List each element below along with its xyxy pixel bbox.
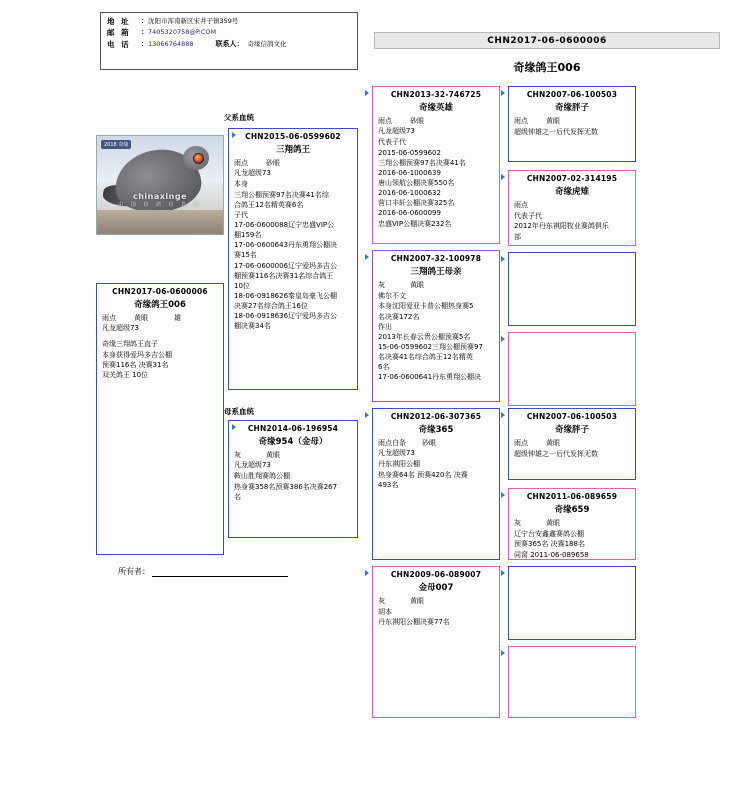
card-body-line: 子代 (234, 210, 248, 219)
card-body-line: 双关鸽王 10位 (102, 370, 149, 379)
card-ring: CHN2014-06-196954 (247, 424, 339, 433)
connector-arrow (365, 90, 369, 96)
card-body (378, 607, 494, 627)
contact-info-box (100, 12, 358, 70)
card-body-line: 2016-06-1000639 (378, 168, 441, 177)
card-body-line: 奇缘三翔鸽王直子 (102, 340, 158, 349)
contact-row (107, 40, 351, 49)
contact-label: 邮 箱 (107, 28, 131, 38)
card-eye: 黄眼 (410, 281, 424, 290)
card-body-line: 决赛27名综合鸽王16位 (234, 302, 308, 311)
card-nick: 奇缘英雄 (418, 102, 453, 113)
card-body-line: 棚159名 (234, 231, 262, 240)
card-greatgrandparent-1 (508, 86, 636, 162)
card-ring: CHN2009-06-089007 (390, 570, 482, 579)
card-ring: CHN2007-06-100503 (526, 412, 618, 421)
card-attrs (234, 450, 352, 470)
card-eye: 黄眼 (546, 117, 560, 126)
card-body-line: 2016-06-1000632 (378, 189, 441, 198)
card-body-line: 营口丰轩公棚决赛325名 (378, 199, 455, 208)
connector-arrow (501, 336, 505, 342)
card-body-line: 佛尔不文 (378, 292, 406, 301)
card-attrs (378, 280, 494, 290)
card-sire (228, 128, 358, 390)
card-color: 雨点白条 (378, 439, 406, 448)
header-ring-band: CHN2017-06-0600006 (374, 32, 720, 49)
card-body-line: 三翔公棚预赛97名决赛41名 (378, 158, 466, 167)
card-body-line: 热身赛64名 预赛420名 决赛 (378, 470, 468, 479)
card-attr-line (378, 280, 494, 290)
card-body-line: 丹东祺阳公棚决赛77名 (378, 618, 450, 627)
card-attr-line (234, 168, 352, 178)
card-body-line: 2015-06-0599602 (378, 148, 441, 157)
card-body-line: 超级钟雄之一后代发挥无数 (514, 450, 598, 459)
card-eye: 砂眼 (410, 117, 424, 126)
card-dam (228, 420, 358, 538)
connector-arrow (501, 570, 505, 576)
card-ring: CHN2017-06-0600006 (112, 287, 208, 296)
contact-colon: ： (141, 17, 148, 25)
card-body-line: 17-06-0600643丹东勇翔公棚决 (234, 241, 338, 250)
card-body (378, 291, 494, 382)
owner-field (118, 566, 288, 577)
card-attr-line (234, 450, 352, 460)
contact-person-label: 联系人： (215, 39, 244, 48)
card-nick: 奇缘659 (554, 504, 590, 515)
card-grandparent-1 (372, 86, 500, 244)
card-body-line: 本身沈阳爱亚卡普公棚热身赛5 (378, 302, 474, 311)
card-nick: 奇缘鸽王006 (134, 299, 186, 310)
card-body-line: 2016-06-0600099 (378, 209, 441, 218)
card-nick: 金母007 (418, 582, 454, 593)
card-attr-line (514, 518, 630, 528)
card-nick: 三翔鸽王 (275, 144, 310, 155)
card-attrs (378, 116, 494, 136)
card-body-line: 名决赛41名综合鸽王12名精英 (378, 353, 473, 362)
card-ring: CHN2007-32-100978 (390, 254, 482, 263)
card-color: 雨点 (234, 159, 248, 168)
card-body-line: 代表子代 (378, 138, 406, 147)
card-attrs (378, 438, 494, 458)
card-body-line: 名 (234, 492, 241, 501)
card-attrs (514, 518, 630, 528)
card-attr-line (378, 116, 494, 126)
card-sex: 雄 (174, 314, 181, 323)
card-body-line: 赛15名 (234, 251, 257, 260)
card-eye: 砂眼 (266, 159, 280, 168)
card-grandparent-2 (372, 250, 500, 402)
photo-badge: 2018 奇缘 (101, 140, 131, 149)
connector-arrow (501, 90, 505, 96)
contact-person-value: 奇缘信鸽文化 (247, 39, 287, 48)
connector-arrow (501, 650, 505, 656)
card-attrs (102, 313, 218, 333)
card-body-line: 热身赛358名预赛386名决赛267 (234, 482, 338, 491)
card-ring: CHN2012-06-307365 (390, 412, 482, 421)
card-greatgrandparent-8 (508, 646, 636, 718)
contact-label: 电 话 (107, 39, 131, 49)
connector-arrow (232, 424, 236, 430)
card-body-line: 超级钟雄之一后代发挥无数 (514, 128, 598, 137)
card-body (234, 179, 352, 331)
card-body-line: 部 (514, 232, 521, 241)
card-strain: 凡龙超级73 (102, 324, 139, 333)
card-strain: 凡龙超级73 (234, 169, 271, 178)
card-attr-line (378, 126, 494, 136)
card-greatgrandparent-4 (508, 332, 636, 406)
card-ring: CHN2015-06-0599602 (245, 132, 341, 141)
card-attrs (234, 158, 352, 178)
card-eye: 黄眼 (410, 597, 424, 606)
card-body (514, 449, 630, 459)
card-color: 雨点 (514, 117, 528, 126)
card-subject (96, 283, 224, 555)
card-grandparent-4 (372, 566, 500, 718)
card-nick: 三翔鸽王母亲 (410, 266, 462, 277)
dam-line-label: 母系血统 (224, 407, 254, 416)
card-attrs (514, 116, 630, 126)
card-body (514, 529, 630, 559)
card-body-line: 丹东祺阳公棚 (378, 460, 420, 469)
contact-value: 13066764888 (148, 39, 194, 48)
card-eye: 黄眼 (546, 439, 560, 448)
card-body-line: 预赛365名 决赛188名 (514, 540, 585, 549)
card-attrs (514, 438, 630, 448)
card-strain: 凡龙超级73 (234, 461, 271, 470)
card-body-line: 17-06-0600641丹东勇翔公棚决 (378, 373, 482, 382)
contact-row (107, 28, 351, 37)
connector-arrow (365, 570, 369, 576)
contact-value: 7405320758@P.COM (148, 28, 217, 37)
card-body-line: 棚预赛116名决赛31名综合鸽王 (234, 271, 334, 280)
card-nick: 奇缘胖子 (554, 102, 589, 113)
card-attrs (378, 596, 494, 606)
card-color: 雨点 (514, 201, 528, 210)
card-nick: 奇缘胖子 (554, 424, 589, 435)
card-body (514, 211, 630, 241)
card-color: 雨点 (378, 117, 392, 126)
card-nick: 奇缘954（金母） (258, 436, 328, 447)
card-body-line: 2013年长春云贵公棚预赛5名 (378, 332, 471, 341)
contact-label: 地 址 (107, 17, 131, 26)
photo-eye (193, 153, 204, 164)
card-attr-line (378, 448, 494, 458)
card-body-line: 18-06-0918626秦皇岛豪飞公棚 (234, 292, 338, 301)
card-body (378, 459, 494, 489)
card-greatgrandparent-7 (508, 566, 636, 640)
card-color: 灰 (234, 451, 241, 460)
photo-watermark (97, 192, 223, 208)
card-ring: CHN2013-32-746725 (390, 90, 482, 99)
card-body-line: 10位 (234, 281, 250, 290)
card-body (102, 339, 218, 380)
card-body-line: 唐山领航公棚决赛550名 (378, 179, 455, 188)
owner-input-line[interactable] (152, 566, 288, 577)
card-body-line: 493名 (378, 480, 399, 489)
card-body-line: 2012年丹东祺阳牧业赛鸽俱乐 (514, 222, 609, 231)
card-body-line: 作出 (378, 322, 392, 331)
contact-row (107, 17, 351, 26)
card-greatgrandparent-3 (508, 252, 636, 326)
card-body-line: 棚决赛34名 (234, 322, 271, 331)
photo-watermark-sub: 中 国 信 鸽 信 息 网 (118, 202, 202, 208)
connector-arrow (501, 412, 505, 418)
card-attr-line (378, 596, 494, 606)
sire-line-label: 父系血统 (224, 113, 254, 122)
card-greatgrandparent-6 (508, 488, 636, 560)
card-grandparent-3 (372, 408, 500, 560)
card-body (234, 471, 352, 501)
card-color: 灰 (378, 281, 385, 290)
card-ring: CHN2007-06-100503 (526, 90, 618, 99)
card-body-line: 代表子代 (514, 212, 542, 221)
card-color: 灰 (514, 519, 521, 528)
pigeon-photo (96, 135, 224, 235)
card-eye: 砂眼 (422, 439, 436, 448)
card-body-line: 15-06-0599602三翔公棚预赛97 (378, 343, 483, 352)
connector-arrow (501, 174, 505, 180)
card-color: 雨点 (102, 314, 116, 323)
card-ring: CHN2011-06-089659 (526, 492, 618, 501)
contact-value: 沈阳市浑南新区宋井子镇359号 (148, 17, 239, 25)
card-attr-line (102, 313, 218, 323)
card-attr-line (234, 460, 352, 470)
card-color: 灰 (378, 597, 385, 606)
card-body-line: 胡本 (378, 608, 392, 617)
photo-watermark-text: chinaxinge (132, 192, 188, 201)
card-body-line: 同窝 2011-06-089658 (514, 550, 589, 559)
card-greatgrandparent-5 (508, 408, 636, 480)
card-body-line: 预赛116名 决赛31名 (102, 360, 169, 369)
card-strain: 凡龙超级73 (378, 449, 415, 458)
photo-ground (97, 210, 223, 234)
card-nick: 奇缘365 (418, 424, 454, 435)
card-body-line: 17-06-0600006辽宁爱玛多吉公 (234, 261, 338, 270)
card-strain: 凡龙超级73 (378, 127, 415, 136)
connector-arrow (501, 256, 505, 262)
card-greatgrandparent-2 (508, 170, 636, 246)
card-body-line: 名决赛172名 (378, 312, 420, 321)
connector-arrow (501, 492, 505, 498)
owner-label: 所有者： (118, 567, 150, 576)
card-body-line: 三翔公棚预赛97名决赛41名综 (234, 190, 329, 199)
card-body-line: 忠盛VIP公棚决赛232名 (378, 219, 452, 228)
card-nick: 奇缘虎雉 (554, 186, 589, 197)
card-body-line: 合鸽王12名精英赛6名 (234, 200, 304, 209)
card-attr-line (514, 200, 630, 210)
contact-colon: ： (141, 28, 148, 37)
card-attr-line (102, 323, 218, 333)
card-eye: 黄眼 (134, 314, 148, 323)
card-body-line: 辽宁台安鑫鑫赛鸽公棚 (514, 530, 584, 539)
card-attrs (514, 200, 630, 210)
card-body-line: 本身 (234, 180, 248, 189)
card-body (378, 137, 494, 228)
card-body (514, 127, 630, 137)
card-body-line: 6名 (378, 363, 390, 372)
card-body-line: 本身获得爱玛多吉公棚 (102, 350, 172, 359)
card-attr-line (514, 438, 630, 448)
contact-colon: ： (141, 39, 148, 48)
card-color: 雨点 (514, 439, 528, 448)
header-pigeon-name: 奇缘鸽王006 (513, 61, 581, 74)
card-body-line: 鞍山胜翔赛鸽公棚 (234, 472, 290, 481)
card-ring: CHN2007-02-314195 (526, 174, 618, 183)
card-eye: 黄眼 (266, 451, 280, 460)
card-body-line: 17-06-0600088辽宁忠盛VIP公 (234, 221, 335, 230)
connector-arrow (232, 132, 236, 138)
card-attr-line (514, 116, 630, 126)
connector-arrow (365, 412, 369, 418)
card-attr-line (234, 158, 352, 168)
card-eye: 黄眼 (546, 519, 560, 528)
card-body-line: 18-06-0918636辽宁爱玛多吉公 (234, 312, 338, 321)
card-attr-line (378, 438, 494, 448)
connector-arrow (365, 254, 369, 260)
